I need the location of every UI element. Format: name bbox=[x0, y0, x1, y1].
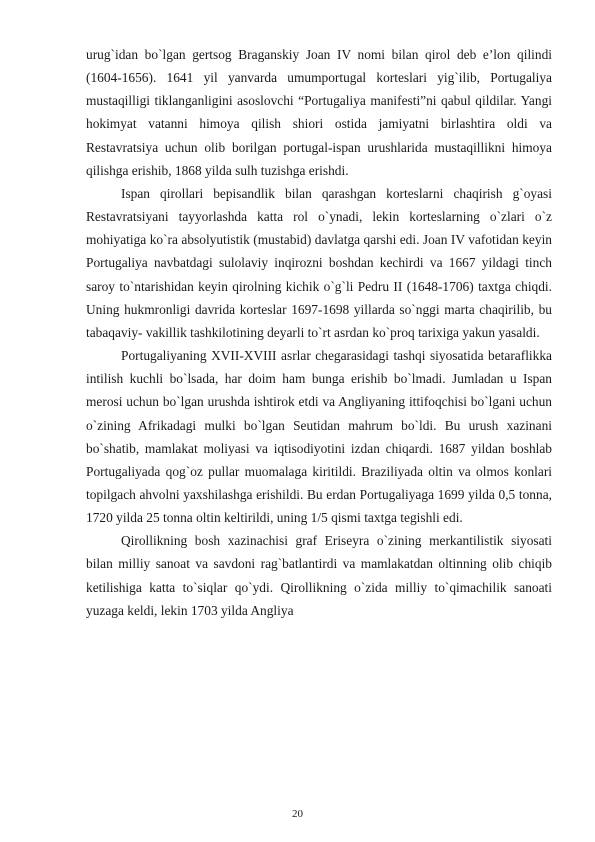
paragraph-3: Portugaliyaning XVII-XVIII asrlar chegarasidagi tashqi siyosatida betaraflikka intilish kuchli bo`lsada, har doim ham bunga erishib bo`lmadi. Jumladan u Ispan merosi uchun bo`lgan urushda ishtirok etdi va Angliyaning ittifoqchisi bo`lgani uchun o`zining Afrikadagi mulki bo`lgan Seutidan mahrum bo`ldi. Bu urush xazinani bo`shatib, mamlakat moliyasi va iqtisodiyotini izdan chiqardi. 1687 yildan boshlab Portugaliyada qog`oz pullar muomalaga kiritildi. Braziliyada oltin va olmos konlari topilgach ahvolni yaxshilashga erishildi. Bu erdan Portugaliyaga 1699 yilda 0,5 tonna, 1720 yilda 25 tonna oltin keltirildi, uning 1/5 qismi taxtga tegishli edi. bbox=[86, 348, 552, 526]
page-body bbox=[86, 43, 552, 622]
page-number: 20 bbox=[292, 808, 303, 820]
paragraph-2: Ispan qirollari bepisandlik bilan qarashgan korteslarni chaqirish g`oyasi Restavratsiyani tayyorlashda katta rol o`ynadi, lekin korteslarning o`zlari o`z mohiyatiga ko`ra absolyutistik (mustabid) davlatga qarshi edi. Joan IV vafotidan keyin Portugaliya navbatdagi sulolaviy inqirozni boshdan kechirdi va 1667 yildagi tinch saroy to`ntarishidan keyin qirolning kichik o`g`li Pedru II (1648-1706) taxtga chiqdi. Uning hukmronligi davrida korteslar 1697-1698 yillarda so`nggi marta chaqirilib, bu tabaqaviy- vakillik tashkilotining deyarli to`rt asrdan ko`proq tarixiga yakun yasaldi. bbox=[86, 185, 552, 340]
paragraph-4: Qirollikning bosh xazinachisi graf Eriseyra o`zining merkantilistik siyosati bilan milliy sanoat va savdoni rag`batlantirdi va mamlakatdan oltinning olib chiqib ketilishiga katta to`siqlar qo`ydi. Qirollikning o`zida milliy to`qimachilik sanoati yuzaga keldi, lekin 1703 yilda Angliya bbox=[86, 533, 552, 618]
paragraph-1: urug`idan bo`lgan gertsog Braganskiy Joan IV nomi bilan qirol deb e’lon qilindi (1604-1656). 1641 yil yanvarda umumportugal korteslari yig`ilib, Portugaliya mustaqilligi tiklanganligini asoslovchi “Portugaliya manifesti”ni qabul qildilar. Yangi hokimyat vatanni himoya qilish shiori ostida jamiyatni birlashtira oldi va Restavratsiya uchun olib borilgan portugal-ispan urushlarida mustaqillikni himoya qilishga erishib, 1868 yilda sulh tuzishga erishdi. bbox=[86, 47, 552, 178]
